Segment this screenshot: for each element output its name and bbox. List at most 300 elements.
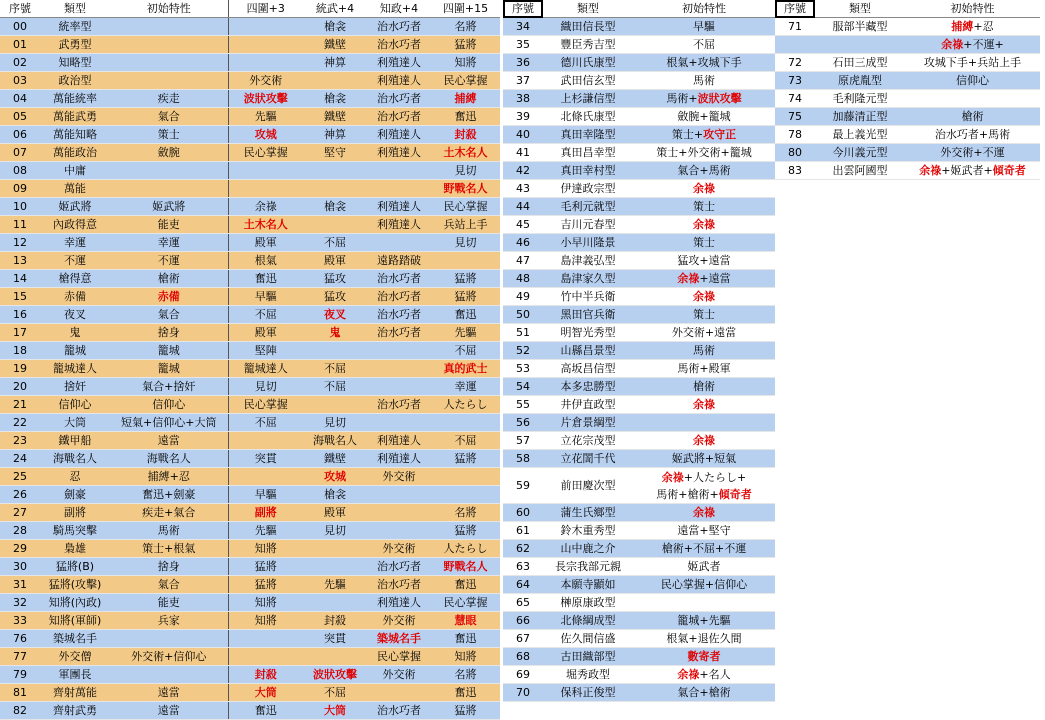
table-cell[interactable]: 83 <box>775 162 815 180</box>
table-cell[interactable]: 知將 <box>228 612 303 630</box>
table-cell[interactable]: 68 <box>503 648 543 666</box>
table-cell[interactable] <box>633 414 775 432</box>
table-cell[interactable]: 籠城 <box>110 360 228 378</box>
table-cell[interactable]: 土木名人 <box>228 216 303 234</box>
table-cell[interactable]: 早驅 <box>228 486 303 504</box>
table-cell[interactable]: 13 <box>0 252 40 270</box>
table-cell[interactable] <box>228 468 303 486</box>
table-cell[interactable]: 姬武將 <box>40 198 110 216</box>
table-cell[interactable]: 44 <box>503 198 543 216</box>
table-cell[interactable]: 利殖達人 <box>367 198 431 216</box>
table-cell[interactable]: 外交術+不運 <box>905 144 1040 162</box>
table-cell[interactable]: 17 <box>0 324 40 342</box>
table-cell[interactable]: 前田慶次型 <box>543 468 633 504</box>
table-cell[interactable]: 奮迅 <box>228 702 303 720</box>
table-cell[interactable] <box>228 630 303 648</box>
table-cell[interactable] <box>303 396 367 414</box>
table-cell[interactable] <box>110 54 228 72</box>
table-cell[interactable] <box>110 666 228 684</box>
table-cell[interactable]: 海戰名人 <box>303 432 367 450</box>
table-cell[interactable]: 槍術 <box>633 378 775 396</box>
table-cell[interactable]: 今川義元型 <box>815 144 905 162</box>
table-cell[interactable] <box>815 36 905 54</box>
column-header[interactable]: 序號 <box>0 0 40 18</box>
table-cell[interactable]: 姬武將 <box>110 198 228 216</box>
table-cell[interactable]: 31 <box>0 576 40 594</box>
table-cell[interactable]: 16 <box>0 306 40 324</box>
table-cell[interactable] <box>228 54 303 72</box>
table-cell[interactable] <box>110 72 228 90</box>
table-cell[interactable]: 57 <box>503 432 543 450</box>
table-cell[interactable]: 鐵壁 <box>303 450 367 468</box>
table-cell[interactable]: 外交術 <box>367 666 431 684</box>
table-cell[interactable]: 80 <box>775 144 815 162</box>
table-cell[interactable]: 余祿 <box>633 180 775 198</box>
table-cell[interactable]: 鐵甲船 <box>40 432 110 450</box>
column-header[interactable]: 知政+4 <box>367 0 431 18</box>
table-cell[interactable]: 槍得意 <box>40 270 110 288</box>
table-cell[interactable]: 馬術+殿軍 <box>633 360 775 378</box>
table-cell[interactable]: 66 <box>503 612 543 630</box>
table-cell[interactable]: 中庸 <box>40 162 110 180</box>
table-cell[interactable]: 12 <box>0 234 40 252</box>
table-cell[interactable]: 25 <box>0 468 40 486</box>
table-cell[interactable]: 劍豪 <box>40 486 110 504</box>
table-cell[interactable]: 夜叉 <box>303 306 367 324</box>
table-cell[interactable]: 知將 <box>228 540 303 558</box>
table-cell[interactable]: 封殺 <box>228 666 303 684</box>
table-cell[interactable]: 蒲生氏鄉型 <box>543 504 633 522</box>
table-cell[interactable]: 利殖達人 <box>367 54 431 72</box>
table-cell[interactable]: 27 <box>0 504 40 522</box>
table-cell[interactable]: 幸運 <box>110 234 228 252</box>
table-cell[interactable]: 真田昌幸型 <box>543 144 633 162</box>
table-cell[interactable]: 突貫 <box>228 450 303 468</box>
table-cell[interactable]: 利殖達人 <box>367 126 431 144</box>
table-cell[interactable]: 大筒 <box>303 702 367 720</box>
table-cell[interactable]: 明智光秀型 <box>543 324 633 342</box>
table-cell[interactable]: 伊達政宗型 <box>543 180 633 198</box>
table-cell[interactable]: 治水巧者 <box>367 90 431 108</box>
table-cell[interactable]: 不屈 <box>303 360 367 378</box>
table-cell[interactable] <box>228 432 303 450</box>
table-cell[interactable]: 76 <box>0 630 40 648</box>
table-cell[interactable] <box>110 630 228 648</box>
table-cell[interactable]: 18 <box>0 342 40 360</box>
table-cell[interactable]: 根氣+退佐久間 <box>633 630 775 648</box>
table-cell[interactable]: 24 <box>0 450 40 468</box>
table-cell[interactable]: 00 <box>0 18 40 36</box>
table-cell[interactable]: 72 <box>775 54 815 72</box>
table-cell[interactable]: 赤備 <box>110 288 228 306</box>
table-cell[interactable]: 猛將 <box>228 558 303 576</box>
table-cell[interactable]: 21 <box>0 396 40 414</box>
table-cell[interactable]: 53 <box>503 360 543 378</box>
table-cell[interactable]: 不屈 <box>228 414 303 432</box>
column-header[interactable]: 初始特性 <box>905 0 1040 18</box>
table-cell[interactable]: 35 <box>503 36 543 54</box>
table-cell[interactable]: 服部半藏型 <box>815 18 905 36</box>
table-cell[interactable]: 民心掌握 <box>431 72 500 90</box>
table-cell[interactable]: 槍術 <box>905 108 1040 126</box>
table-cell[interactable]: 根氣+攻城下手 <box>633 54 775 72</box>
table-cell[interactable]: 突貫 <box>303 630 367 648</box>
table-cell[interactable] <box>367 378 431 396</box>
table-cell[interactable]: 策士+根氣 <box>110 540 228 558</box>
column-header[interactable]: 類型 <box>815 0 905 18</box>
table-cell[interactable]: 不運 <box>40 252 110 270</box>
table-cell[interactable]: 山縣昌景型 <box>543 342 633 360</box>
table-cell[interactable]: 海戰名人 <box>110 450 228 468</box>
column-header[interactable]: 統武+4 <box>303 0 367 18</box>
table-cell[interactable]: 79 <box>0 666 40 684</box>
table-cell[interactable]: 猛攻 <box>303 288 367 306</box>
table-cell[interactable]: 萬能統率 <box>40 90 110 108</box>
table-cell[interactable]: 忍 <box>40 468 110 486</box>
table-cell[interactable]: 能吏 <box>110 594 228 612</box>
table-cell[interactable]: 見切 <box>431 162 500 180</box>
table-cell[interactable]: 馬術 <box>110 522 228 540</box>
table-cell[interactable]: 治水巧者 <box>367 576 431 594</box>
table-cell[interactable]: 加藤清正型 <box>815 108 905 126</box>
table-cell[interactable] <box>367 234 431 252</box>
table-cell[interactable]: 神算 <box>303 126 367 144</box>
table-cell[interactable]: 氣合+馬術 <box>633 162 775 180</box>
table-cell[interactable]: 槍衾 <box>303 90 367 108</box>
table-cell[interactable]: 不屈 <box>228 306 303 324</box>
column-header[interactable]: 四圍+15 <box>431 0 500 18</box>
table-cell[interactable]: 大筒 <box>40 414 110 432</box>
table-cell[interactable] <box>228 18 303 36</box>
table-cell[interactable]: 野戰名人 <box>431 558 500 576</box>
table-cell[interactable]: 知將 <box>228 594 303 612</box>
table-cell[interactable]: 黑田官兵衛 <box>543 306 633 324</box>
table-cell[interactable]: 38 <box>503 90 543 108</box>
table-cell[interactable]: 65 <box>503 594 543 612</box>
table-cell[interactable]: 猛將 <box>431 288 500 306</box>
table-cell[interactable]: 先驅 <box>228 522 303 540</box>
table-cell[interactable]: 軍團長 <box>40 666 110 684</box>
table-cell[interactable]: 織田信長型 <box>543 18 633 36</box>
table-cell[interactable]: 堀秀政型 <box>543 666 633 684</box>
table-cell[interactable]: 策士 <box>633 234 775 252</box>
table-cell[interactable]: 不屈 <box>303 684 367 702</box>
table-cell[interactable]: 62 <box>503 540 543 558</box>
table-cell[interactable]: 猛攻 <box>303 270 367 288</box>
table-cell[interactable]: 利殖達人 <box>367 432 431 450</box>
table-cell[interactable]: 氣合 <box>110 576 228 594</box>
table-cell[interactable]: 武勇型 <box>40 36 110 54</box>
table-cell[interactable]: 民心掌握+信仰心 <box>633 576 775 594</box>
table-cell[interactable]: 41 <box>503 144 543 162</box>
table-cell[interactable]: 20 <box>0 378 40 396</box>
table-cell[interactable]: 余祿 <box>633 396 775 414</box>
table-cell[interactable]: 見切 <box>431 234 500 252</box>
table-cell[interactable]: 知將 <box>431 54 500 72</box>
table-cell[interactable]: 波狀攻擊 <box>303 666 367 684</box>
table-cell[interactable]: 61 <box>503 522 543 540</box>
table-cell[interactable]: 余祿 <box>633 288 775 306</box>
table-cell[interactable]: 46 <box>503 234 543 252</box>
table-cell[interactable] <box>228 648 303 666</box>
table-cell[interactable]: 氣合+槍術 <box>633 684 775 702</box>
table-cell[interactable]: 外交術 <box>367 540 431 558</box>
table-cell[interactable]: 30 <box>0 558 40 576</box>
table-cell[interactable] <box>228 36 303 54</box>
table-cell[interactable]: 余祿+不運+ <box>905 36 1040 54</box>
table-cell[interactable]: 騎馬突擊 <box>40 522 110 540</box>
table-cell[interactable]: 捕縛 <box>431 90 500 108</box>
table-cell[interactable]: 50 <box>503 306 543 324</box>
table-cell[interactable]: 長宗我部元親 <box>543 558 633 576</box>
table-cell[interactable]: 早驅 <box>228 288 303 306</box>
table-cell[interactable]: 治水巧者 <box>367 18 431 36</box>
table-cell[interactable] <box>228 162 303 180</box>
table-cell[interactable]: 奮迅 <box>431 306 500 324</box>
table-cell[interactable]: 52 <box>503 342 543 360</box>
table-cell[interactable]: 奮迅+劍豪 <box>110 486 228 504</box>
table-cell[interactable]: 齊射萬能 <box>40 684 110 702</box>
table-cell[interactable]: 野戰名人 <box>431 180 500 198</box>
table-cell[interactable]: 遠當 <box>110 684 228 702</box>
table-cell[interactable]: 石田三成型 <box>815 54 905 72</box>
table-cell[interactable]: 姬武者 <box>633 558 775 576</box>
table-cell[interactable]: 70 <box>503 684 543 702</box>
table-cell[interactable]: 56 <box>503 414 543 432</box>
table-cell[interactable]: 40 <box>503 126 543 144</box>
table-cell[interactable]: 64 <box>503 576 543 594</box>
table-cell[interactable] <box>431 414 500 432</box>
table-cell[interactable]: 殿軍 <box>303 252 367 270</box>
table-cell[interactable]: 堅陣 <box>228 342 303 360</box>
table-cell[interactable]: 統率型 <box>40 18 110 36</box>
table-cell[interactable]: 32 <box>0 594 40 612</box>
table-cell[interactable]: 夜叉 <box>40 306 110 324</box>
table-cell[interactable] <box>110 180 228 198</box>
table-cell[interactable]: 民心掌握 <box>228 144 303 162</box>
table-cell[interactable]: 不屈 <box>633 36 775 54</box>
table-cell[interactable]: 殿軍 <box>228 324 303 342</box>
table-cell[interactable]: 人たらし <box>431 540 500 558</box>
table-cell[interactable]: 猛將 <box>431 702 500 720</box>
table-cell[interactable]: 馬術 <box>633 72 775 90</box>
table-cell[interactable]: 鈴木重秀型 <box>543 522 633 540</box>
table-cell[interactable]: 見切 <box>303 522 367 540</box>
table-cell[interactable]: 萬能 <box>40 180 110 198</box>
table-cell[interactable]: 26 <box>0 486 40 504</box>
table-cell[interactable]: 43 <box>503 180 543 198</box>
table-cell[interactable]: 余祿 <box>228 198 303 216</box>
table-cell[interactable]: 19 <box>0 360 40 378</box>
table-cell[interactable]: 猛將 <box>431 36 500 54</box>
table-cell[interactable]: 籠城 <box>40 342 110 360</box>
table-cell[interactable]: 利殖達人 <box>367 450 431 468</box>
table-cell[interactable]: 02 <box>0 54 40 72</box>
column-header[interactable]: 初始特性 <box>633 0 775 18</box>
table-cell[interactable]: 疾走 <box>110 90 228 108</box>
table-cell[interactable]: 遠當 <box>110 702 228 720</box>
column-header[interactable]: 序號 <box>503 0 543 18</box>
table-cell[interactable] <box>367 684 431 702</box>
table-cell[interactable] <box>367 504 431 522</box>
table-cell[interactable]: 古田織部型 <box>543 648 633 666</box>
table-cell[interactable]: 捕縛+忍 <box>110 468 228 486</box>
table-cell[interactable]: 鐵壁 <box>303 36 367 54</box>
table-cell[interactable]: 本多忠勝型 <box>543 378 633 396</box>
table-cell[interactable]: 馬術 <box>633 342 775 360</box>
table-cell[interactable]: 梟雄 <box>40 540 110 558</box>
table-cell[interactable]: 能吏 <box>110 216 228 234</box>
table-cell[interactable]: 名將 <box>431 504 500 522</box>
table-cell[interactable]: 立花誾千代 <box>543 450 633 468</box>
table-cell[interactable]: 余祿 <box>633 504 775 522</box>
table-cell[interactable]: 14 <box>0 270 40 288</box>
column-header[interactable]: 序號 <box>775 0 815 18</box>
table-cell[interactable]: 赤備 <box>40 288 110 306</box>
table-cell[interactable]: 遠當+堅守 <box>633 522 775 540</box>
table-cell[interactable]: 斂腕+籠城 <box>633 108 775 126</box>
table-cell[interactable]: 出雲阿國型 <box>815 162 905 180</box>
table-cell[interactable]: 籠城達人 <box>228 360 303 378</box>
table-cell[interactable]: 島津家久型 <box>543 270 633 288</box>
table-cell[interactable]: 余祿 <box>633 432 775 450</box>
table-cell[interactable] <box>367 414 431 432</box>
table-cell[interactable]: 知略型 <box>40 54 110 72</box>
table-cell[interactable]: 氣合 <box>110 108 228 126</box>
table-cell[interactable]: 封殺 <box>303 612 367 630</box>
table-cell[interactable]: 策士 <box>633 198 775 216</box>
table-cell[interactable]: 余祿+名人 <box>633 666 775 684</box>
table-cell[interactable]: 內政得意 <box>40 216 110 234</box>
table-cell[interactable]: 信仰心 <box>905 72 1040 90</box>
table-cell[interactable]: 余祿+遠當 <box>633 270 775 288</box>
table-cell[interactable]: 猛攻+遠當 <box>633 252 775 270</box>
table-cell[interactable] <box>431 486 500 504</box>
table-cell[interactable]: 34 <box>503 18 543 36</box>
table-cell[interactable]: 外交術 <box>367 612 431 630</box>
table-cell[interactable]: 槍衾 <box>303 198 367 216</box>
table-cell[interactable]: 45 <box>503 216 543 234</box>
table-cell[interactable]: 槍術 <box>110 270 228 288</box>
table-cell[interactable]: 奮迅 <box>431 108 500 126</box>
table-cell[interactable]: 萬能知略 <box>40 126 110 144</box>
table-cell[interactable]: 神算 <box>303 54 367 72</box>
table-cell[interactable]: 74 <box>775 90 815 108</box>
table-cell[interactable]: 名將 <box>431 18 500 36</box>
table-cell[interactable]: 奮迅 <box>431 576 500 594</box>
table-cell[interactable]: 築城名手 <box>40 630 110 648</box>
table-cell[interactable]: 奮迅 <box>228 270 303 288</box>
table-cell[interactable]: 籠城 <box>110 342 228 360</box>
table-cell[interactable]: 11 <box>0 216 40 234</box>
table-cell[interactable]: 氣合 <box>110 306 228 324</box>
table-cell[interactable]: 猛將 <box>228 576 303 594</box>
table-cell[interactable]: 猛將 <box>431 270 500 288</box>
table-cell[interactable] <box>367 360 431 378</box>
table-cell[interactable] <box>431 252 500 270</box>
table-cell[interactable]: 先驅 <box>431 324 500 342</box>
table-cell[interactable]: 15 <box>0 288 40 306</box>
table-cell[interactable]: 利殖達人 <box>367 216 431 234</box>
table-cell[interactable]: 堅守 <box>303 144 367 162</box>
column-header[interactable]: 初始特性 <box>110 0 228 18</box>
table-cell[interactable] <box>303 72 367 90</box>
table-cell[interactable]: 斂腕 <box>110 144 228 162</box>
column-header[interactable]: 類型 <box>40 0 110 18</box>
table-cell[interactable] <box>303 216 367 234</box>
table-cell[interactable]: 原虎胤型 <box>815 72 905 90</box>
table-cell[interactable]: 不屈 <box>431 432 500 450</box>
table-cell[interactable]: 37 <box>503 72 543 90</box>
table-cell[interactable] <box>303 648 367 666</box>
table-cell[interactable]: 高坂昌信型 <box>543 360 633 378</box>
table-cell[interactable]: 63 <box>503 558 543 576</box>
table-cell[interactable]: 23 <box>0 432 40 450</box>
table-cell[interactable]: 治水巧者 <box>367 108 431 126</box>
table-cell[interactable]: 民心掌握 <box>431 594 500 612</box>
table-cell[interactable]: 09 <box>0 180 40 198</box>
table-cell[interactable]: 籠城+先驅 <box>633 612 775 630</box>
table-cell[interactable]: 59 <box>503 468 543 504</box>
table-cell[interactable]: 槍衾 <box>303 486 367 504</box>
table-cell[interactable]: 77 <box>0 648 40 666</box>
table-cell[interactable]: 攻城 <box>303 468 367 486</box>
table-cell[interactable]: 副將 <box>40 504 110 522</box>
table-cell[interactable]: 土木名人 <box>431 144 500 162</box>
table-cell[interactable]: 最上義光型 <box>815 126 905 144</box>
table-cell[interactable]: 上杉謙信型 <box>543 90 633 108</box>
table-cell[interactable]: 39 <box>503 108 543 126</box>
table-cell[interactable]: 73 <box>775 72 815 90</box>
table-cell[interactable]: 鬼 <box>303 324 367 342</box>
table-cell[interactable]: 07 <box>0 144 40 162</box>
table-cell[interactable]: 49 <box>503 288 543 306</box>
table-cell[interactable]: 本願寺顯如 <box>543 576 633 594</box>
table-cell[interactable]: 治水巧者 <box>367 558 431 576</box>
table-cell[interactable] <box>775 36 815 54</box>
table-cell[interactable]: 毛利元就型 <box>543 198 633 216</box>
table-cell[interactable]: 51 <box>503 324 543 342</box>
table-cell[interactable]: 36 <box>503 54 543 72</box>
table-cell[interactable] <box>633 594 775 612</box>
table-cell[interactable]: 遠路踏破 <box>367 252 431 270</box>
table-cell[interactable]: 攻城 <box>228 126 303 144</box>
table-cell[interactable]: 治水巧者 <box>367 36 431 54</box>
table-cell[interactable]: 佐久間信盛 <box>543 630 633 648</box>
table-cell[interactable]: 29 <box>0 540 40 558</box>
table-cell[interactable]: 奮迅 <box>431 684 500 702</box>
table-cell[interactable]: 42 <box>503 162 543 180</box>
table-cell[interactable]: 海戰名人 <box>40 450 110 468</box>
table-cell[interactable]: 78 <box>775 126 815 144</box>
table-cell[interactable]: 55 <box>503 396 543 414</box>
table-cell[interactable]: 小早川隆景 <box>543 234 633 252</box>
table-cell[interactable]: 政治型 <box>40 72 110 90</box>
table-cell[interactable]: 不屈 <box>303 234 367 252</box>
table-cell[interactable]: 大筒 <box>228 684 303 702</box>
table-cell[interactable]: 萬能武勇 <box>40 108 110 126</box>
table-cell[interactable]: 猛將(攻擊) <box>40 576 110 594</box>
table-cell[interactable] <box>367 486 431 504</box>
table-cell[interactable]: 04 <box>0 90 40 108</box>
table-cell[interactable]: 81 <box>0 684 40 702</box>
table-cell[interactable]: 治水巧者 <box>367 396 431 414</box>
table-cell[interactable]: 島津義弘型 <box>543 252 633 270</box>
table-cell[interactable]: 德川氏康型 <box>543 54 633 72</box>
table-cell[interactable] <box>303 342 367 360</box>
table-cell[interactable]: 猛將 <box>431 522 500 540</box>
table-cell[interactable]: 竹中半兵衛 <box>543 288 633 306</box>
